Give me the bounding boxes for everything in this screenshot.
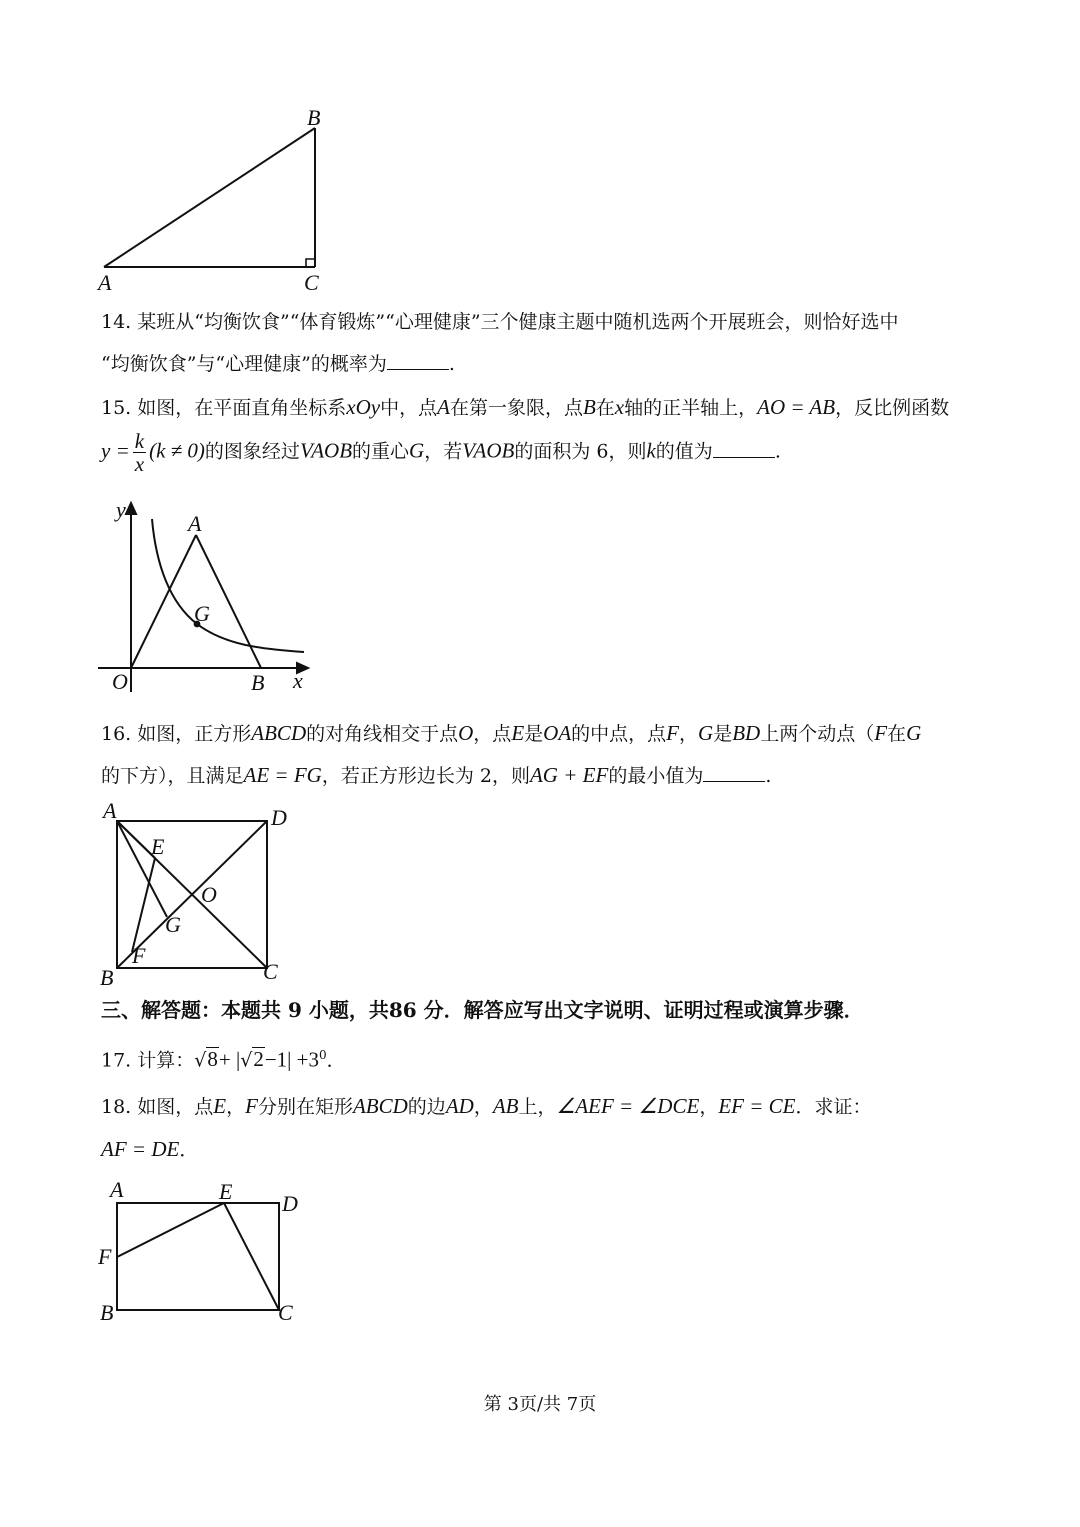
- question-16-line2: [101, 762, 771, 789]
- question-15-line2: [101, 430, 781, 484]
- math-f: F: [245, 1094, 258, 1118]
- text: 在第一象限，点: [449, 397, 583, 419]
- math-op: + |: [218, 1047, 241, 1072]
- label-a: A: [188, 511, 202, 536]
- text: 分别在矩形: [257, 1096, 353, 1118]
- math-goal: AF = DE: [101, 1137, 180, 1161]
- label-d: D: [271, 805, 287, 830]
- period: .: [765, 765, 772, 787]
- page-footer: [0, 1392, 1080, 1418]
- question-18-line2: [101, 1136, 198, 1163]
- question-14-line2: [101, 351, 455, 377]
- math-g: G: [409, 438, 425, 463]
- text: 的中点，点: [571, 723, 667, 745]
- math-triangle: VAOB: [462, 438, 515, 463]
- math-eq: AE = FG: [243, 763, 322, 787]
- text: 三、解答题：本题共: [101, 998, 281, 1022]
- text: ，若: [424, 440, 463, 463]
- math-triangle: VAOB: [299, 438, 353, 463]
- label-y: y: [116, 497, 126, 522]
- radicand: 2: [253, 1047, 264, 1072]
- text: 的面积为 6，则: [514, 440, 647, 463]
- text: 如图，正方形: [137, 723, 252, 745]
- text: 小题，共: [308, 998, 389, 1022]
- math-ad: AD: [445, 1094, 474, 1118]
- math-f: F: [666, 721, 679, 745]
- right-angle-mark: [306, 259, 315, 267]
- question-15: [101, 394, 949, 421]
- period: .: [448, 353, 455, 375]
- text: 是: [713, 723, 733, 745]
- label-x: x: [293, 668, 303, 693]
- question-16: [101, 720, 921, 747]
- math-eq: EF = CE: [718, 1094, 796, 1118]
- segment-ec: [224, 1203, 279, 1310]
- figure-q13-triangle: [95, 100, 345, 300]
- fraction-k-over-x: [133, 430, 146, 475]
- math-expr: AG + EF: [529, 763, 609, 787]
- label-b: B: [251, 670, 265, 695]
- segment-ab: [104, 128, 315, 267]
- text: 轴的正半轴上，: [624, 397, 758, 419]
- radicand: 8: [207, 1047, 218, 1072]
- denominator: x: [134, 452, 145, 476]
- hyperbola-curve: [152, 519, 304, 652]
- label-a: A: [103, 798, 117, 823]
- label-e: E: [219, 1179, 233, 1204]
- text: ，: [226, 1096, 246, 1118]
- text: 在: [595, 397, 615, 419]
- label-b: B: [100, 965, 114, 990]
- question-number: 14.: [101, 311, 132, 333]
- question-number: 17.: [101, 1049, 132, 1072]
- math-g: G: [906, 721, 922, 745]
- text: 如图，在平面直角坐标系: [137, 397, 347, 419]
- exponent: 0: [318, 1048, 327, 1062]
- label-b: B: [100, 1300, 114, 1325]
- label-o: O: [201, 882, 217, 907]
- figure-q15-coordinate: [90, 495, 320, 700]
- math-e: E: [213, 1094, 227, 1118]
- question-17: 17. 计算：$√8+ |√2-1| +3^0$．: [101, 1047, 346, 1072]
- text: 如图，点: [137, 1096, 214, 1118]
- question-text: “均衡饮食”与“心理健康”的概率为: [101, 353, 387, 375]
- text: 的最小值为: [608, 765, 704, 787]
- label-g: G: [194, 601, 210, 626]
- math-angle-eq: ∠AEF = ∠DCE: [556, 1094, 700, 1118]
- math-abcd: ABCD: [251, 721, 307, 745]
- text: ，: [699, 1096, 719, 1118]
- answer-blank: [713, 439, 775, 458]
- label-a: A: [98, 270, 112, 295]
- y-axis-arrow: [126, 503, 136, 514]
- label-o: O: [112, 669, 128, 694]
- question-number: 16.: [101, 723, 132, 745]
- label-e: E: [151, 834, 165, 859]
- text: 的对角线相交于点: [306, 723, 459, 745]
- question-18: [101, 1093, 872, 1120]
- text: 的值为: [655, 440, 713, 463]
- score: 86: [388, 998, 417, 1022]
- text: 的图象经过: [204, 440, 300, 463]
- label-b: B: [307, 105, 321, 130]
- math-abcd: ABCD: [352, 1094, 408, 1118]
- figure-q16-square: [95, 795, 325, 995]
- label-g: G: [165, 912, 181, 937]
- math-ab: AB: [492, 1094, 519, 1118]
- text: 计算：: [137, 1049, 195, 1072]
- math-g: G: [698, 721, 714, 745]
- label-c: C: [304, 270, 319, 295]
- text: 在: [887, 723, 907, 745]
- text: 是: [524, 723, 544, 745]
- math-e: E: [511, 721, 525, 745]
- period: ．: [326, 1049, 346, 1072]
- count: 9: [287, 998, 302, 1022]
- label-c: C: [278, 1300, 293, 1325]
- period: .: [774, 440, 781, 463]
- section-3-heading: [101, 997, 864, 1023]
- math-o: O: [458, 721, 474, 745]
- math-condition: (k ≠ 0): [149, 438, 205, 463]
- answer-blank: [703, 763, 765, 782]
- text: ，若正方形边长为 2，则: [321, 765, 530, 787]
- math-a: A: [437, 395, 450, 419]
- numerator: k: [134, 429, 145, 453]
- text: 中，点: [380, 397, 438, 419]
- text: 上，: [518, 1096, 557, 1118]
- text: 上两个动点（: [760, 723, 875, 745]
- text: ．求证：: [795, 1096, 872, 1118]
- text: ，: [679, 723, 699, 745]
- math-y-eq: y =: [101, 438, 130, 463]
- question-14: [101, 309, 899, 335]
- question-number: 18.: [101, 1096, 132, 1118]
- math-op: −1| +3: [264, 1047, 319, 1072]
- label-f: F: [98, 1244, 112, 1269]
- text: ，反比例函数: [835, 397, 950, 419]
- text: ，点: [473, 723, 512, 745]
- label-f: F: [132, 943, 146, 968]
- page-number: 第 3页/共 7页: [483, 1394, 597, 1415]
- text: 的边: [407, 1096, 446, 1118]
- rectangle-abcd: [117, 1203, 279, 1310]
- math-k: k: [646, 438, 656, 463]
- period: ．: [179, 1139, 199, 1161]
- math-f: F: [874, 721, 888, 745]
- label-d: D: [282, 1191, 298, 1216]
- text: ，: [473, 1096, 493, 1118]
- text: 的下方），且满足: [101, 765, 244, 787]
- math-x: x: [614, 395, 625, 419]
- math-xoy: xOy: [346, 395, 381, 419]
- segment-oa: [131, 535, 196, 668]
- math-oa: OA: [543, 721, 572, 745]
- label-c: C: [263, 959, 278, 984]
- question-text: 某班从“均衡饮食”“体育锻炼”“心理健康”三个健康主题中随机选两个开展班会，则恰好选中: [137, 311, 899, 333]
- math-b: B: [582, 395, 596, 419]
- text: 分．解答应写出文字说明、证明过程或演算步骤．: [423, 998, 864, 1022]
- segment-ae: [117, 821, 155, 858]
- text: 的重心: [352, 440, 410, 463]
- label-a: A: [110, 1177, 124, 1202]
- math-bd: BD: [732, 721, 761, 745]
- math-eq: AO = AB: [757, 395, 836, 419]
- segment-fe: [117, 1203, 224, 1257]
- question-number: 15.: [101, 397, 132, 419]
- answer-blank: [387, 351, 449, 370]
- figure-q18-rectangle: [92, 1175, 312, 1330]
